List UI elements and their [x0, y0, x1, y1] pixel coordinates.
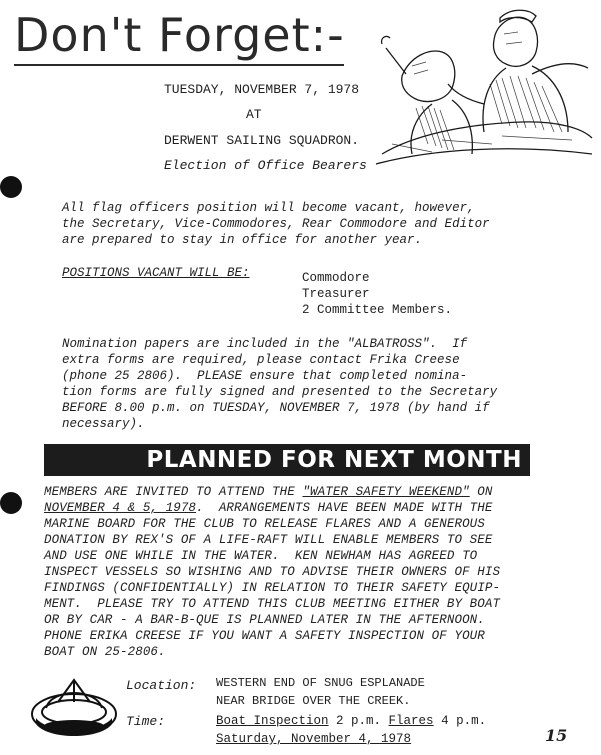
event-date: Saturday, November 4, 1978 [216, 732, 412, 746]
section-banner [44, 444, 530, 476]
sailors-illustration [372, 4, 594, 166]
location-line: WESTERN END OF SNUG ESPLANADE [216, 676, 425, 690]
event-text: . ARRANGEMENTS HAVE BEEN MADE WITH THE [196, 501, 493, 515]
location-label: Location: [126, 678, 197, 693]
meeting-at: AT [246, 107, 262, 122]
punch-hole [0, 176, 22, 198]
event-text: ON [469, 485, 493, 499]
position-item: 2 Committee Members. [302, 303, 453, 317]
flares-time: 4 p.m. [433, 714, 487, 728]
event-text: MEMBERS ARE INVITED TO ATTEND THE [44, 485, 303, 499]
banner-title: PLANNED FOR NEXT MONTH [146, 447, 522, 473]
time-schedule [216, 714, 486, 728]
position-item: Treasurer [302, 287, 370, 301]
meeting-date: TUESDAY, NOVEMBER 7, 1978 [164, 82, 360, 97]
vacancy-paragraph: All flag officers position will become vacant, however, the Secretary, Vice-Commodores, Rear Commodore and Editor are prepared to stay in office for another year. [62, 201, 490, 247]
boat-inspection-time: 2 p.m. [328, 714, 389, 728]
position-item: Commodore [302, 271, 370, 285]
flares-label: Flares [388, 714, 434, 728]
positions-list [302, 270, 452, 318]
event-highlight: "WATER SAFETY WEEKEND" [302, 485, 470, 499]
event-text: MARINE BOARD FOR THE CLUB TO RELEASE FLARES AND A GENEROUS DONATION BY REX'S OF A LIFE-RAFT WILL ENABLE MEMBERS TO SEE AND USE ONE WHILE IN THE WATER. KEN NEWHAM HAS AGREED TO INSPECT VESSELS SO WISHING AND TO ADVISE THEIR OWNERS OF HIS FINDINGS (CONFIDENTIALLY) IN RELATION TO THEIR SAFETY EQUIP- MENT. PLEASE TRY TO ATTEND THIS CLUB MEETING EITHER BY BOAT OR BY CAR - A BAR-B-QUE IS PLANNED LATER IN THE AFTERNOON. PHONE ERIKA CREESE IF YOU WANT A SAFETY INSPECTION OF YOUR BOAT ON 25-2806. [44, 517, 501, 659]
time-label: Time: [126, 714, 166, 729]
location-line: NEAR BRIDGE OVER THE CREEK. [216, 694, 411, 708]
title-underline [14, 64, 344, 66]
event-description [44, 484, 500, 660]
election-heading: Election of Office Bearers [164, 158, 367, 173]
positions-vacant-label: POSITIONS VACANT WILL BE: [62, 266, 250, 280]
nomination-paragraph: Nomination papers are included in the "ALBATROSS". If extra forms are required, please contact Frika Creese (phone 25 2806). PLEASE ensure that completed nomina- tion forms are fully signed and presented to the Secretary BEFORE 8.00 p.m. on TUESDAY, NOVEMBER 7, 1978 (by hand if necessary). [62, 337, 498, 431]
punch-hole [0, 492, 22, 514]
event-date-highlight: NOVEMBER 4 & 5, 1978 [44, 501, 197, 515]
meeting-venue: DERWENT SAILING SQUADRON. [164, 133, 360, 148]
page-title: Don't Forget:- [14, 8, 345, 62]
page-number: 15 [545, 726, 568, 745]
life-raft-icon [28, 668, 120, 742]
boat-inspection-label: Boat Inspection [216, 714, 329, 728]
